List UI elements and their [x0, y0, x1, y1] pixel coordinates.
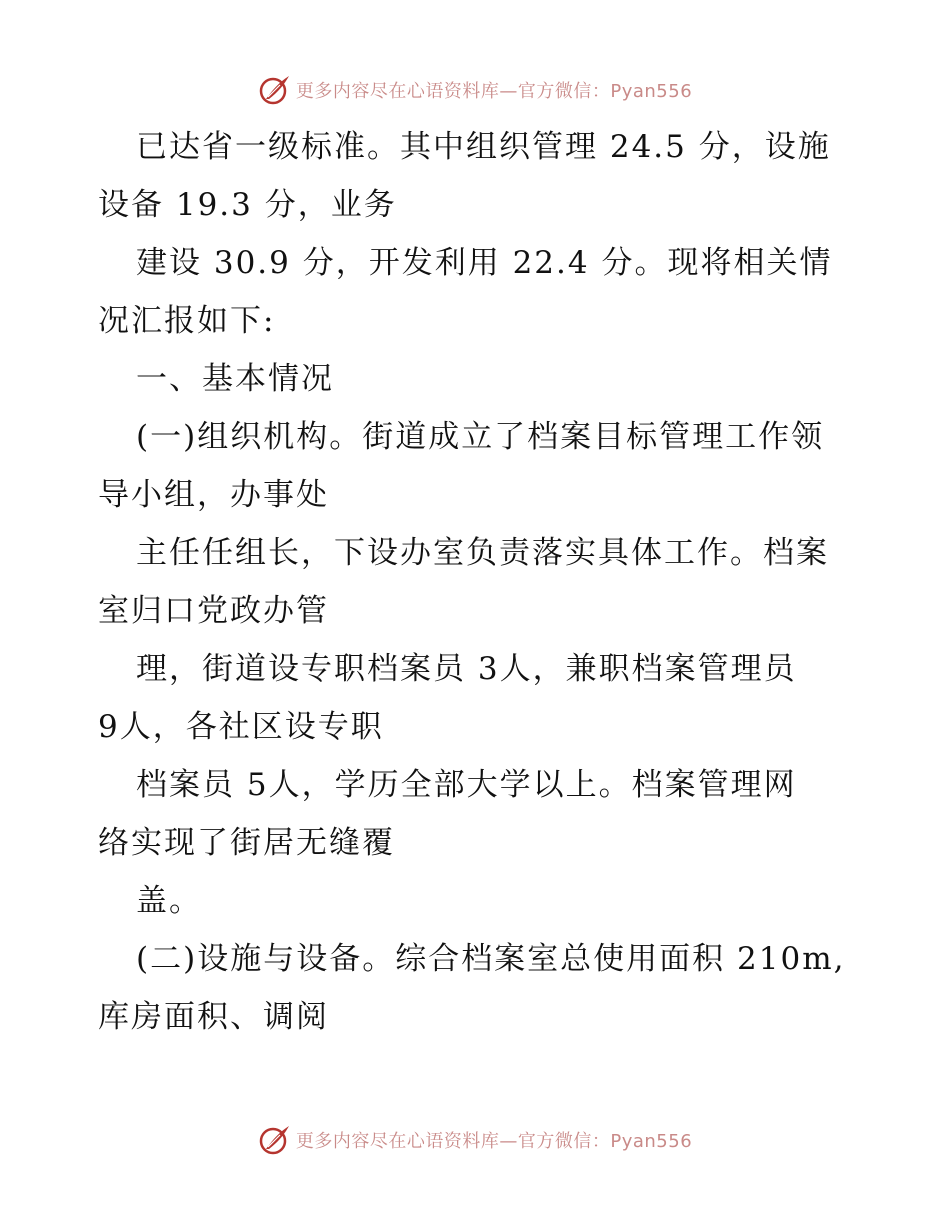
footer-banner-text: 更多内容尽在心语资料库—官方微信：Pyan556: [295, 1131, 693, 1152]
document-body: [98, 118, 858, 1046]
text-line: 设备 19.3 分，业务: [98, 187, 397, 223]
quill-in-circle-logo-icon: [258, 73, 292, 107]
text-line: (一)组织机构。街道成立了档案目标管理工作领: [136, 419, 825, 455]
text-line: 导小组，办事处: [98, 477, 329, 513]
text-line: 络实现了街居无缝覆: [98, 825, 395, 861]
text-line: 已达省一级标准。其中组织管理 24.5 分，设施: [136, 129, 831, 165]
text-line: 库房面积、调阅: [98, 999, 329, 1035]
text-line: 9人，各社区设专职: [98, 709, 384, 745]
quill-in-circle-logo-icon: [258, 1123, 292, 1157]
text-line: 盖。: [136, 883, 202, 919]
text-line: 档案员 5人，学历全部大学以上。档案管理网: [136, 767, 797, 803]
section-heading: 一、基本情况: [136, 361, 334, 397]
text-line: 建设 30.9 分，开发利用 22.4 分。现将相关情: [136, 245, 833, 281]
text-line: 理，街道设专职档案员 3人，兼职档案管理员: [136, 651, 797, 687]
text-line: 况汇报如下:: [98, 303, 276, 339]
footer-banner: [0, 1120, 950, 1160]
text-line: 室归口党政办管: [98, 593, 329, 629]
text-line: (二)设施与设备。综合档案室总使用面积 210m,: [136, 941, 846, 977]
header-banner: [0, 70, 950, 110]
text-line: 主任任组长，下设办室负责落实具体工作。档案: [136, 535, 829, 571]
header-banner-text: 更多内容尽在心语资料库—官方微信：Pyan556: [295, 81, 693, 102]
